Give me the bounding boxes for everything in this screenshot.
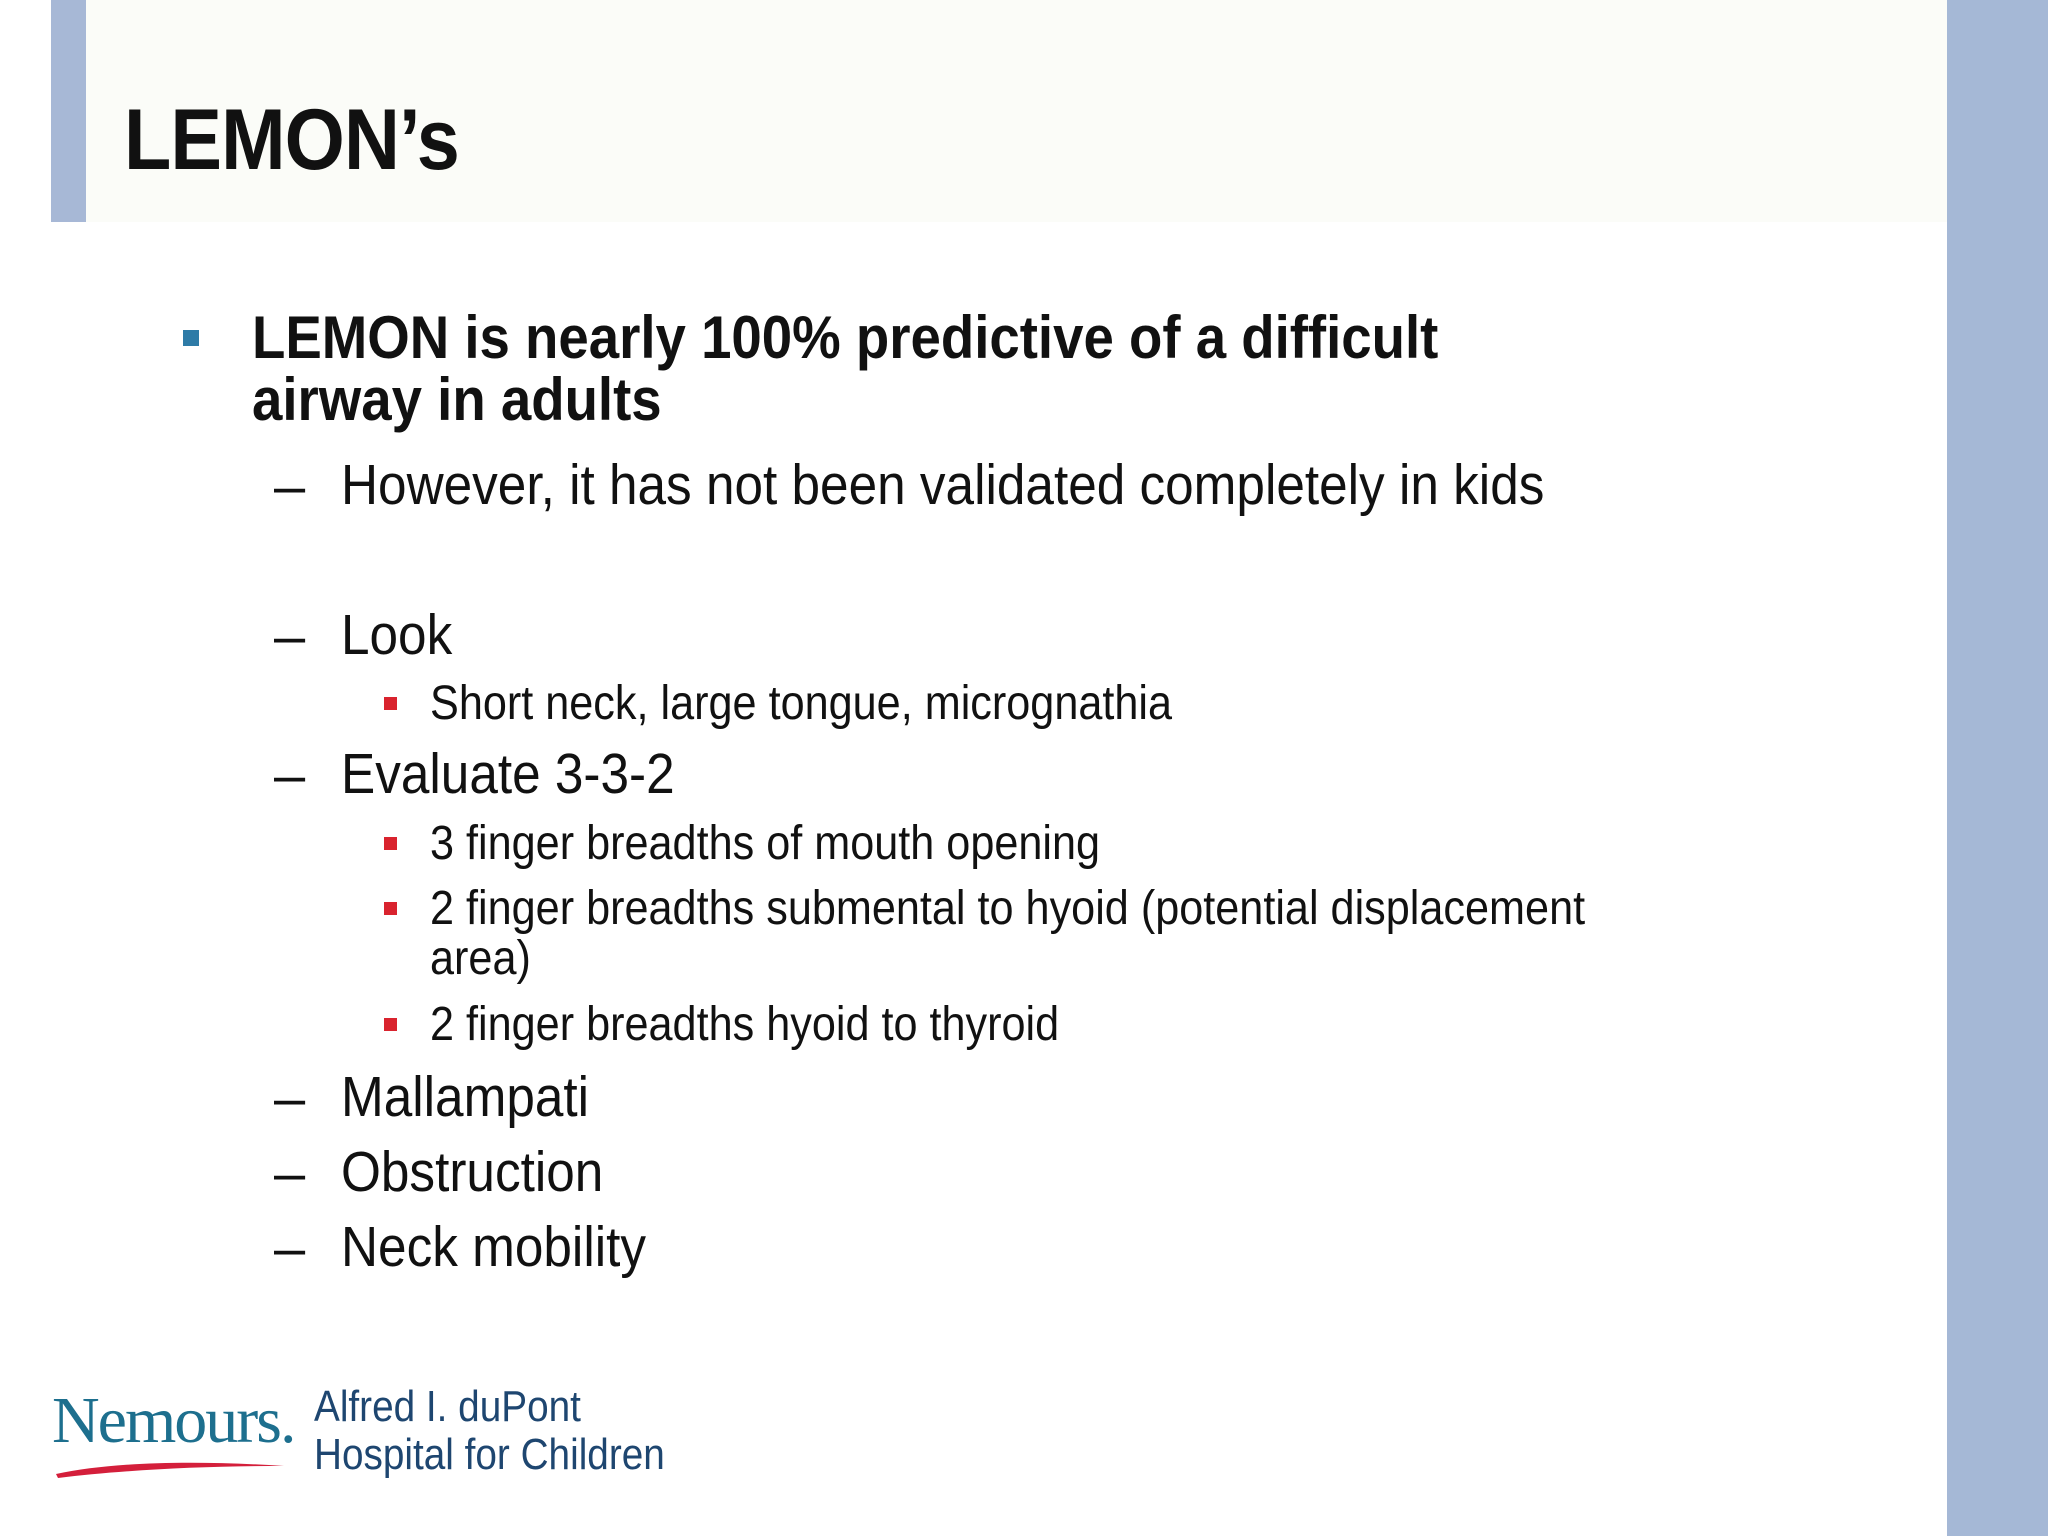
square-bullet-icon	[384, 902, 397, 915]
look-point-text: Short neck, large tongue, micrognathia	[430, 677, 1173, 730]
dash-marker: –	[274, 743, 306, 806]
logo-line-1: Alfred I. duPont	[314, 1382, 581, 1431]
dash-marker: –	[274, 454, 306, 517]
sub-item-text: Obstruction	[341, 1140, 604, 1204]
dash-marker: –	[274, 1141, 306, 1204]
dash-marker: –	[274, 1216, 306, 1279]
slide-title: LEMON’s	[124, 92, 459, 188]
main-bullet-text: LEMON is nearly 100% predictive of a difficult airway in adults	[252, 304, 1439, 433]
logo-swoosh-icon	[52, 1456, 292, 1480]
evaluate-point-text: 2 finger breadths submental to hyoid (potential displacement area)	[430, 882, 1586, 985]
right-side-bar	[1947, 0, 2048, 1536]
square-bullet-icon	[183, 330, 199, 346]
dash-marker: –	[274, 604, 306, 667]
evaluate-point-text: 2 finger breadths hyoid to thyroid	[430, 998, 1060, 1051]
sub-item-text: Look	[341, 603, 453, 667]
sub-item-text: Neck mobility	[341, 1215, 647, 1279]
square-bullet-icon	[384, 1018, 397, 1031]
sub-item-text: Mallampati	[341, 1065, 590, 1129]
left-accent-bar	[51, 0, 86, 222]
nemours-logo	[52, 1380, 672, 1490]
square-bullet-icon	[384, 697, 397, 710]
dash-marker: –	[274, 1066, 306, 1129]
sub-item-text: Evaluate 3-3-2	[341, 742, 675, 806]
logo-line-2: Hospital for Children	[314, 1430, 665, 1479]
square-bullet-icon	[384, 837, 397, 850]
sub-item-text: However, it has not been validated completely in kids	[341, 453, 1545, 517]
logo-wordmark: Nemours.	[52, 1384, 295, 1457]
evaluate-point-text: 3 finger breadths of mouth opening	[430, 817, 1101, 870]
